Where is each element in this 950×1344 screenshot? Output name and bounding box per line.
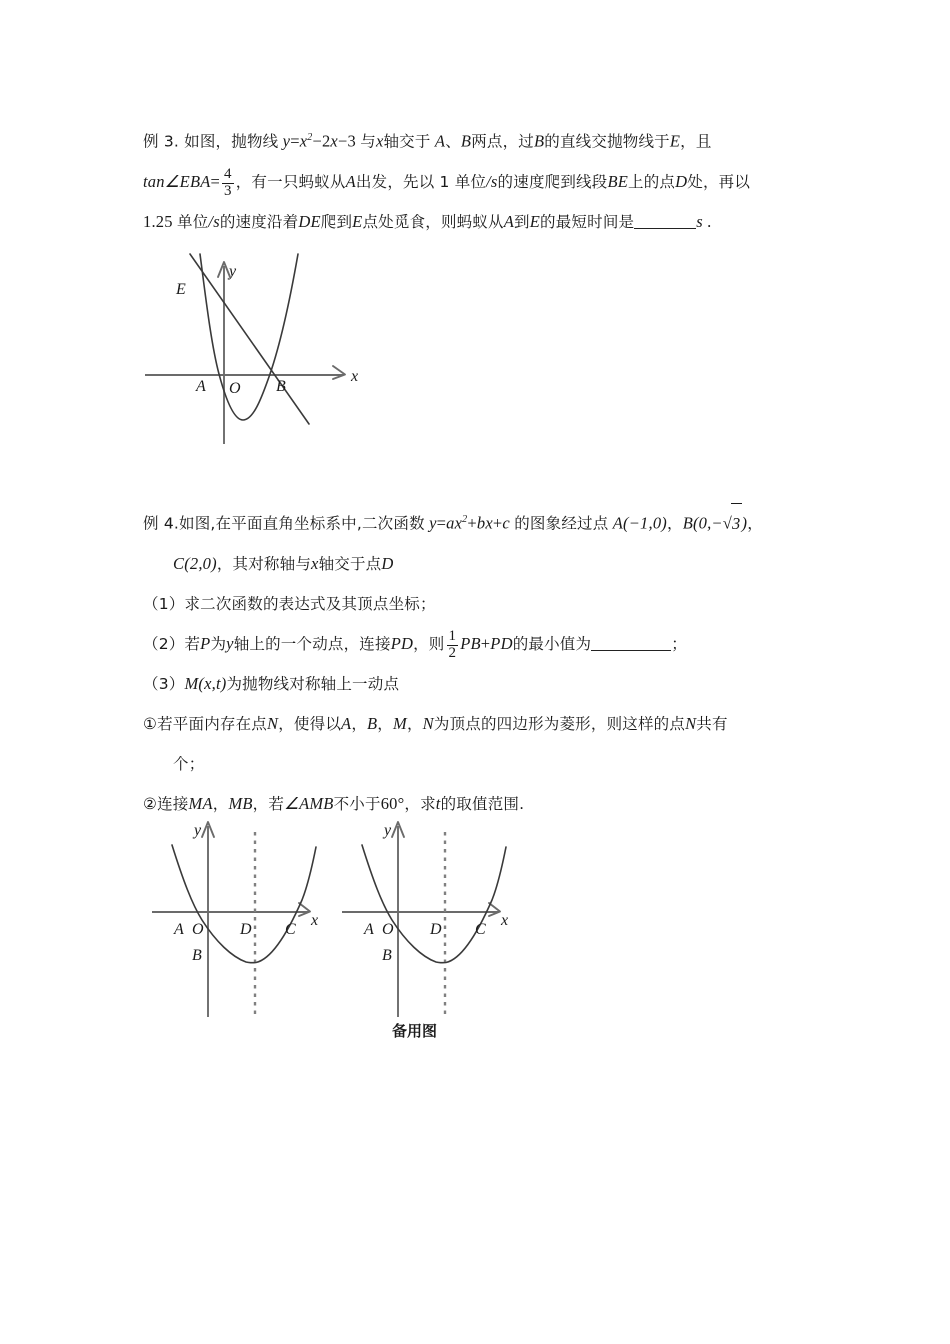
figure2r-label-y-axis: y — [384, 822, 392, 839]
p4-sub2-mb: MB — [228, 793, 253, 813]
document-content — [143, 118, 833, 242]
p3-text-unit: 单位 — [177, 212, 209, 231]
p3-text-then: 处，再以 — [687, 172, 751, 191]
problem4-q3 — [143, 664, 833, 704]
p4-sub2-comma2: ，若 — [252, 794, 285, 813]
figure1-label-A: A — [196, 378, 206, 395]
problem4-figure-right — [340, 812, 550, 1062]
problem4-label: 例 4.如图,在平面直角坐标系中,二次函数 — [143, 514, 425, 533]
p3-eq-minus-2: −2 — [312, 131, 331, 151]
figure1-label-x-axis: x — [351, 368, 359, 385]
p4-q3-a: （3） — [143, 674, 185, 693]
p4-sub2-degree: 60° — [380, 793, 405, 813]
p4-sub1-b: ，使得以 — [278, 714, 342, 733]
p4-sub2-ma: MA — [188, 793, 213, 813]
p3-text-on-point: 上的点 — [628, 172, 676, 191]
p4-sub1-point-n: N — [267, 713, 279, 733]
p4-sub1-point-b: B — [367, 713, 378, 733]
p3-eq-xvar: x — [330, 131, 338, 151]
figure2l-label-x-axis: x — [311, 912, 319, 929]
p4-point-c: C(2,0) — [173, 553, 217, 573]
p4-q2-plus: + — [480, 633, 491, 653]
figure2l-label-C: C — [285, 921, 296, 938]
p4-point-a: A(−1,0) — [612, 513, 667, 533]
p4-q2-answer-blank[interactable] — [591, 650, 671, 651]
p4-q2-pd: PD — [390, 633, 414, 653]
p4-sub1-c2: ， — [377, 714, 393, 733]
p4-eq-plus2: + — [492, 513, 503, 533]
p4-sub2-comma1: ， — [212, 794, 229, 813]
figure1-label-O: O — [229, 380, 241, 397]
p4-sub1-c3: ， — [406, 714, 423, 733]
p3-unit-per-s-2: /s — [208, 211, 220, 231]
p4-point-b-pre: B(0,− — [682, 513, 723, 533]
figure2l-x-axis — [152, 903, 310, 916]
p4-axis-x: x — [311, 553, 319, 573]
p3-to-e: E — [529, 211, 541, 231]
p4-q2-semi: ； — [671, 634, 687, 653]
p4-q2-c: 轴上的一个动点，连接 — [233, 634, 391, 653]
figure2l-y-axis — [202, 822, 214, 1017]
problem4-q2 — [143, 624, 833, 664]
p3-answer-blank[interactable] — [634, 228, 696, 229]
p4-q2-pb: PB — [460, 633, 481, 653]
p3-eq-minus-3: −3 — [337, 131, 356, 151]
p4-sub1-d: 为顶点的四边形为菱形，则这样的点 — [433, 714, 686, 733]
p3-text-and: ，且 — [680, 132, 712, 151]
p3-point-b2: B — [534, 131, 545, 151]
p3-text-to: 到 — [514, 212, 530, 231]
p4-sub1-point-m: M — [393, 713, 407, 733]
problem3-line-2 — [143, 162, 833, 202]
p3-tan-fraction — [222, 167, 234, 200]
p3-segment-de: DE — [298, 211, 321, 231]
p3-segment-be: BE — [607, 171, 629, 191]
p4-sub1-point-n3: N — [685, 713, 697, 733]
p3-point-e2: E — [352, 211, 363, 231]
problem3-line-1 — [143, 118, 833, 162]
p3-eq-equals: = — [290, 131, 300, 151]
figure2l-label-D: D — [240, 921, 252, 938]
p3-eq-y: y — [282, 131, 291, 151]
problem4-sub1 — [143, 704, 833, 744]
p3-sep-1: 、 — [445, 132, 461, 151]
problem4-sub1-cont — [143, 744, 833, 784]
p3-unit-s: s — [696, 211, 703, 231]
figure2r-label-C: C — [475, 921, 486, 938]
p4-point-b-sqrt: 3 — [731, 503, 741, 544]
figure2l-label-y-axis: y — [194, 822, 202, 839]
figure2l-label-B: B — [192, 947, 202, 964]
figure1-label-E: E — [176, 281, 186, 298]
figure1-x-axis — [145, 366, 345, 379]
problem4-q1 — [143, 584, 833, 624]
p4-eq-x: x — [454, 513, 463, 533]
p4-eq-c: c — [502, 513, 510, 533]
p4-eq-equals: = — [436, 513, 447, 533]
p3-speed-value: 1.25 — [143, 211, 173, 231]
problem3-label: 例 3. 如图，抛物线 — [143, 132, 279, 151]
p4-eq-exponent: 2 — [462, 514, 468, 525]
p4-point-b-post: ) — [741, 513, 748, 533]
p3-point-a: A — [434, 131, 446, 151]
p4-q2-frac-num: 1 — [448, 628, 457, 644]
p4-sub1-point-a: A — [341, 713, 352, 733]
figure2r-caption: 备用图 — [392, 1022, 438, 1040]
p4-q2-frac-den: 2 — [448, 644, 457, 661]
p3-text-depart: 出发，先以 1 单位 — [355, 172, 487, 191]
p3-text-forage: 点处觅食，则蚂蚁从 — [362, 212, 504, 231]
figure2r-x-axis — [342, 903, 500, 916]
figure2l-label-O: O — [192, 921, 204, 938]
p4-q2-fraction — [447, 629, 459, 662]
figure2r-y-axis — [392, 822, 404, 1017]
p4-sub2-t: t — [435, 793, 441, 813]
figure2r-label-x-axis: x — [501, 912, 509, 929]
problem4-line-2 — [143, 544, 833, 584]
p3-text-ant-from: ，有一只蚂蚁从 — [235, 172, 346, 191]
p4-q2-pd2: PD — [490, 633, 513, 653]
p4-q2-b: 为 — [210, 634, 227, 653]
p4-sub2-b: 不小于 — [333, 794, 381, 813]
p3-text-with: 与 — [360, 132, 376, 151]
figure2r-label-O: O — [382, 921, 394, 938]
p4-eq-a: a — [446, 513, 455, 533]
p3-text-speed-to-seg: 的速度爬到线段 — [497, 172, 608, 191]
problem3-figure — [143, 248, 383, 458]
p4-text-graph-through: 的图象经过点 — [514, 514, 609, 533]
p4-sub2-angle-amb: ∠AMB — [284, 793, 334, 813]
problem3-line-3 — [143, 202, 833, 242]
p4-sub1-a: ①若平面内存在点 — [143, 714, 267, 733]
problem3-figure-svg — [143, 248, 383, 458]
p3-text-crawl-to: 爬到 — [320, 212, 353, 231]
p3-period: . — [707, 211, 712, 231]
p3-point-b: B — [460, 131, 472, 151]
figure2r-label-D: D — [430, 921, 442, 938]
problem4-content — [143, 500, 833, 824]
p4-q1-text: （1）求二次函数的表达式及其顶点坐标； — [143, 594, 436, 613]
problem4-figure-left — [150, 812, 350, 1042]
p4-sub2-c: ，求 — [404, 794, 436, 813]
p4-eq-x2: x — [485, 513, 493, 533]
p4-sub1-c1: ， — [351, 714, 368, 733]
p4-sub1-f: 个； — [173, 754, 205, 773]
p4-comma-2: ， — [747, 514, 763, 533]
p3-axis-x: x — [375, 131, 384, 151]
p4-q3-point-m: M(x,t) — [184, 673, 227, 693]
p3-point-d: D — [675, 171, 688, 191]
p4-sub2-d: 的取值范围. — [440, 794, 525, 813]
p3-eq-exponent: 2 — [307, 132, 313, 143]
p4-eq-plus1: + — [467, 513, 477, 533]
p3-unit-per-s-1: /s — [486, 171, 498, 191]
p4-q2-point-p: P — [200, 633, 211, 653]
p3-text-two-points: 两点，过 — [471, 132, 534, 151]
p3-frac-numerator: 4 — [224, 166, 232, 182]
p4-eq-y: y — [429, 513, 437, 533]
figure1-label-y-axis: y — [229, 263, 237, 280]
figure1-label-B: B — [276, 378, 286, 395]
figure2r-label-A: A — [364, 921, 374, 938]
p4-text-axis-sym: ，其对称轴与 — [216, 554, 312, 573]
p4-eq-b: b — [476, 513, 486, 533]
p3-text-along: 的速度沿着 — [219, 212, 299, 231]
figure2l-label-A: A — [174, 921, 184, 938]
figure2r-label-B: B — [382, 947, 392, 964]
p4-text-meets-at: 轴交于点 — [318, 554, 382, 573]
p4-comma-1: ， — [666, 514, 683, 533]
figure2l-parabola — [172, 845, 319, 963]
p4-sub1-e: 共有 — [696, 714, 728, 733]
p4-q2-d: ，则 — [413, 634, 445, 653]
p4-q2-axis-y: y — [226, 633, 234, 653]
figure1-y-axis — [218, 262, 230, 444]
p3-text-line-through: 的直线交抛物线于 — [544, 132, 670, 151]
figure1-line-be — [190, 254, 309, 424]
p3-eq-x: x — [299, 131, 308, 151]
p3-text-shortest-time: 的最短时间是 — [540, 212, 635, 231]
p4-point-d: D — [381, 553, 394, 573]
p3-from-a: A — [503, 211, 515, 231]
problem4-figure-left-svg — [150, 812, 350, 1042]
p3-frac-denominator: 3 — [224, 182, 232, 199]
p3-start-a: A — [345, 171, 356, 191]
p4-sub1-point-n2: N — [422, 713, 434, 733]
p4-q2-e: 的最小值为 — [512, 634, 592, 653]
problem4-figure-right-svg — [340, 812, 550, 1062]
p3-text-intersect: 轴交于 — [383, 132, 431, 151]
p4-q3-b: 为抛物线对称轴上一动点 — [226, 674, 400, 693]
p3-tan-expr: tan∠EBA — [143, 171, 211, 191]
p4-q2-a: （2）若 — [143, 634, 201, 653]
p3-point-e: E — [669, 131, 681, 151]
problem4-line-1: 例 4.如图,在平面直角坐标系中,二次函数 $y=ax^2+bx+c$ 的图象经过点 A(−1,0)，B(0,−√3)， — [143, 500, 833, 544]
p4-sub2-a: ②连接 — [143, 794, 189, 813]
figure2r-parabola — [362, 845, 509, 963]
p3-tan-equals: = — [210, 171, 221, 191]
